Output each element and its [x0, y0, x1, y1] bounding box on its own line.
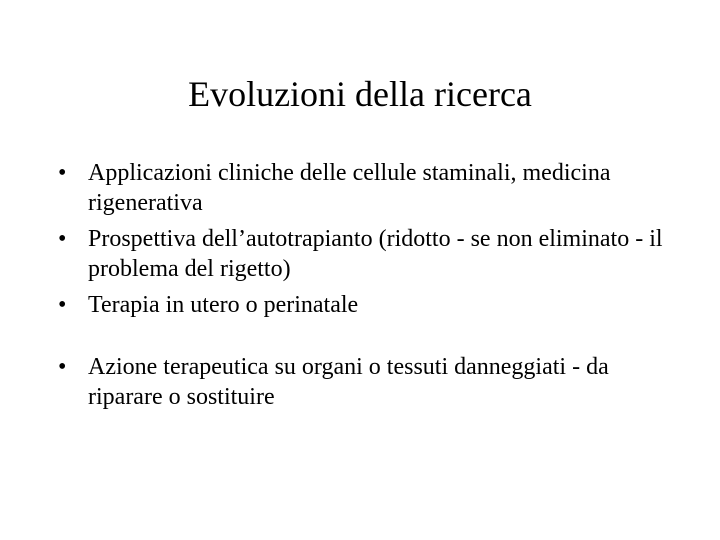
slide-title: Evoluzioni della ricerca [188, 74, 532, 114]
bullet-mark: • [58, 354, 67, 380]
bullet-mark: • [58, 226, 67, 252]
bullet-text: Applicazioni cliniche delle cellule staminali, medicina rigenerativa [88, 160, 611, 216]
bullet-item [58, 290, 678, 320]
bullet-list [58, 158, 678, 418]
bullet-item [58, 224, 678, 284]
bullet-text: Azione terapeutica su organi o tessuti danneggiati - da riparare o sostituire [88, 354, 609, 410]
bullet-item [58, 352, 678, 412]
bullet-item [58, 158, 678, 218]
bullet-mark: • [58, 160, 67, 186]
bullet-mark: • [58, 292, 67, 318]
bullet-text: Prospettiva dell’autotrapianto (ridotto - se non eliminato - il problema del rigetto) [88, 226, 663, 282]
bullet-text: Terapia in utero o perinatale [88, 292, 359, 318]
